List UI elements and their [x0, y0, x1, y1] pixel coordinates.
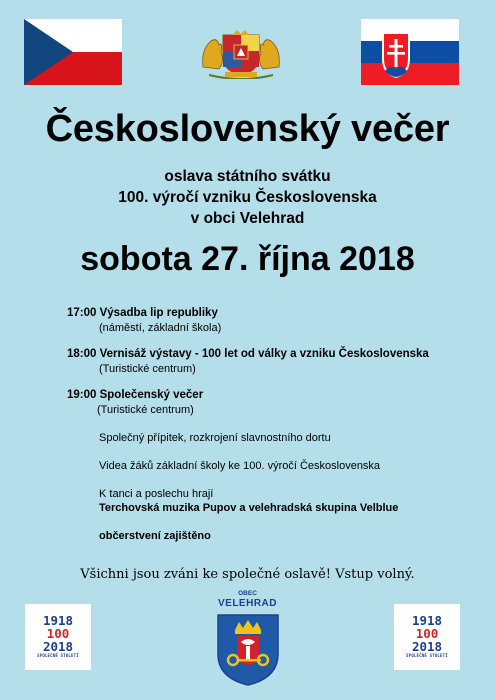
note-music-intro: K tanci a poslechu hrají [99, 488, 214, 500]
program-item-title: 19:00 Společenský večer [67, 389, 204, 401]
subtitle-line: oslava státního svátku [164, 168, 331, 185]
badge-century: 100 [415, 626, 439, 641]
page-title: Československý večer [45, 108, 450, 150]
note-refreshments: občerstvení zajištěno [99, 530, 211, 542]
velehrad-coat-of-arms-icon [215, 612, 281, 688]
note-toast: Společný přípitek, rozkrojení slavnostního dortu [99, 432, 331, 444]
badge-year-start: 1918 [42, 613, 74, 628]
program-item-location: (Turistické centrum) [99, 363, 196, 375]
centenary-badge [25, 604, 91, 670]
village-name: VELEHRAD [217, 598, 277, 609]
village-label [210, 590, 285, 609]
badge-year-start: 1918 [411, 613, 443, 628]
centenary-badge [394, 604, 460, 670]
czechoslovak-coat-of-arms-icon [199, 27, 283, 79]
subtitle-line: v obci Velehrad [190, 210, 305, 227]
slovak-flag [361, 19, 459, 85]
program-item-location: (náměstí, základní škola) [99, 322, 222, 334]
badge-year-end: 2018 [42, 639, 74, 654]
badge-caption: SPOLEČNÉ STOLETÍ [406, 653, 448, 658]
program-item-location: (Turistické centrum) [97, 404, 194, 416]
program-item-title: 17:00 Výsadba lip republiky [67, 307, 218, 319]
village-label-small: OBEC [238, 590, 257, 597]
badge-year-end: 2018 [411, 639, 443, 654]
event-date: sobota 27. října 2018 [80, 240, 415, 278]
subtitle-line: 100. výročí vzniku Československa [118, 189, 377, 206]
note-music-bands: Terchovská muzika Pupov a velehradská skupina Velblue [99, 502, 399, 514]
footer-invitation: Všichni jsou zváni ke společné oslavě! Vstup volný. [80, 567, 415, 582]
badge-century: 100 [46, 626, 70, 641]
program-item-title: 18:00 Vernisáž výstavy - 100 let od války a vzniku Československa [67, 348, 429, 360]
badge-caption: SPOLEČNÉ STOLETÍ [37, 653, 79, 658]
note-videos: Videa žáků základní školy ke 100. výročí Československa [99, 460, 381, 472]
czech-flag [24, 19, 122, 85]
